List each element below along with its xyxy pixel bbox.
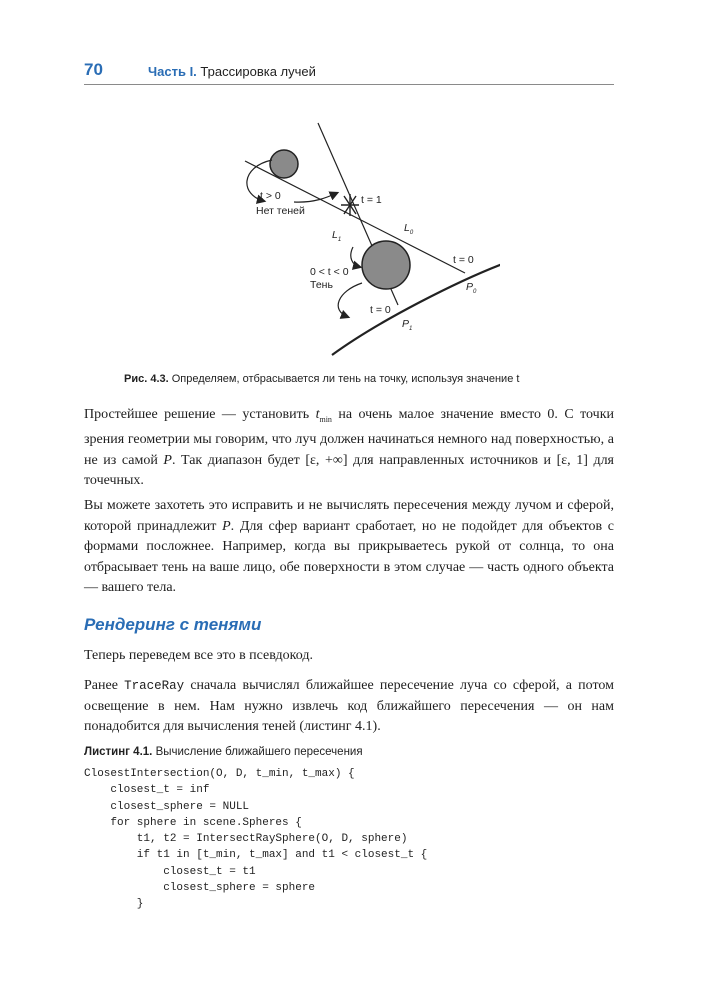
label-t0-bottom: t = 0: [370, 304, 391, 316]
shadow-diagram-svg: [220, 115, 500, 360]
small-sphere: [270, 150, 298, 178]
code-line: closest_t = t1: [84, 865, 256, 878]
code-line: t1, t2 = IntersectRaySphere(O, D, sphere): [84, 833, 408, 846]
label-t0-right: t = 0: [453, 254, 474, 266]
light-source-icon: [341, 194, 359, 216]
arrow-shadow: [338, 283, 362, 317]
arrow-l1: [351, 247, 360, 267]
label-no-shadow: Нет теней: [256, 205, 305, 217]
ray-l0: [245, 161, 465, 273]
part-label: Часть I.: [148, 64, 197, 79]
paragraph-2: Вы можете захотеть это исправить и не вычислять пересечения между лучом и сферой, которой принадлежит P. Для сфер вариант сработает, но не подойдет для объектов с формами посложнее. Например, когда вы прикрываетесь рукой от солнца, то она отбрасывает тень на ваше лицо, обе поверхности в этом случае — часть одного объекта — вашего тела.: [84, 498, 614, 595]
code-line: ClosestIntersection(O, D, t_min, t_max) {: [84, 768, 355, 780]
paragraph-4: Ранее TraceRay сначала вычислял ближайшее пересечение луча со сферой, а потом освещение в нем. Нам нужно извлечь код ближайшего пересечения — он нам понадобится для вычисления теней (листинг 4.1).: [84, 678, 615, 734]
large-sphere: [362, 241, 410, 289]
figure-caption-text: Определяем, отбрасывается ли тень на точку, используя значение t: [171, 373, 520, 385]
part-name: Трассировка лучей: [200, 64, 316, 79]
code-line: }: [84, 898, 144, 911]
label-l0: $L_0$: [404, 222, 414, 236]
label-t1: t = 1: [361, 194, 382, 206]
part-title: [148, 64, 316, 79]
code-line: if t1 in [t_min, t_max] and t1 < closest_t {: [84, 849, 428, 862]
code-listing: [84, 766, 427, 913]
label-p1: $P_1$: [402, 318, 413, 332]
running-header: [84, 58, 614, 85]
figure-shadow-diagram: [220, 115, 500, 360]
listing-caption: [84, 746, 363, 758]
figure-caption: [124, 373, 624, 385]
listing-title: Вычисление ближайшего пересечения: [155, 746, 363, 758]
section-title: Рендеринг с тенями: [84, 615, 262, 634]
paragraph-1: Простейшее решение — установить $t_{min}$ на очень малое значение вместо 0. С точки зрения геометрии мы говорим, что луч должен начинаться немного над поверхностью, а не из самой P. Так диапазон будет [ε, +∞] для направленных источников и [ε, 1] для точечных.: [84, 407, 614, 489]
label-l1: $L_1$: [332, 229, 342, 243]
label-shadow: Тень: [310, 279, 333, 291]
figure-caption-label: Рис. 4.3.: [124, 373, 169, 385]
label-t-positive: t > 0: [260, 190, 281, 202]
inline-code-traceray: TraceRay: [124, 679, 185, 693]
page-number: 70: [84, 60, 103, 79]
paragraph-3: Теперь переведем все это в псевдокод.: [84, 648, 313, 663]
surface-curve: [332, 263, 500, 355]
code-line: closest_sphere = sphere: [84, 882, 316, 895]
listing-label: Листинг 4.1.: [84, 746, 153, 758]
code-line: closest_t = inf: [84, 784, 210, 797]
code-line: closest_sphere = NULL: [84, 800, 250, 813]
label-p0: $P_0$: [466, 281, 477, 295]
code-line: for sphere in scene.Spheres {: [84, 816, 302, 829]
label-t-range: 0 < t < 0: [310, 266, 349, 278]
